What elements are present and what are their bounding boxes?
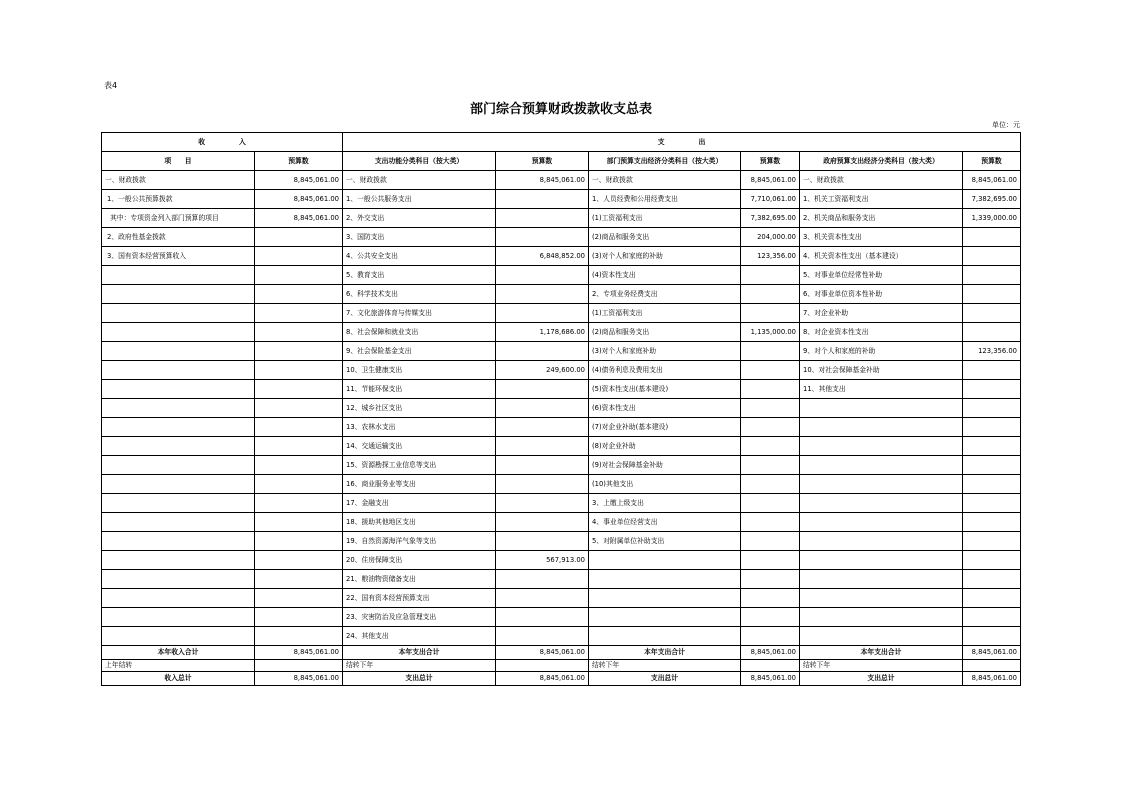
item-cell: 13、农林水支出 [343, 418, 496, 437]
table-row [102, 190, 1021, 209]
table-row [102, 304, 1021, 323]
item-cell [102, 285, 255, 304]
item-cell: 7、文化旅游体育与传媒支出 [343, 304, 496, 323]
item-cell: 结转下年 [800, 660, 963, 672]
amount-cell [496, 304, 589, 323]
item-cell [589, 627, 741, 646]
amount-cell [741, 342, 800, 361]
table-row [102, 342, 1021, 361]
amount-cell: 7,382,695.00 [741, 209, 800, 228]
item-cell [800, 399, 963, 418]
item-cell: 本年支出合计 [800, 646, 963, 660]
amount-cell [496, 608, 589, 627]
item-cell [102, 551, 255, 570]
item-cell: 16、商业服务业等支出 [343, 475, 496, 494]
table-row [102, 589, 1021, 608]
amount-cell: 8,845,061.00 [255, 171, 343, 190]
item-cell: (5)资本性支出(基本建设) [589, 380, 741, 399]
table-row [102, 285, 1021, 304]
grand-total-row [102, 672, 1021, 686]
amount-cell [741, 285, 800, 304]
amount-cell [741, 475, 800, 494]
amount-cell: 249,600.00 [496, 361, 589, 380]
item-cell: 3、上缴上级支出 [589, 494, 741, 513]
item-cell: 1、一般公共预算拨款 [102, 190, 255, 209]
amount-cell: 1,339,000.00 [963, 209, 1021, 228]
item-cell: 6、对事业单位资本性补助 [800, 285, 963, 304]
table-row [102, 627, 1021, 646]
amount-cell [741, 380, 800, 399]
amount-cell [741, 532, 800, 551]
amount-cell [963, 532, 1021, 551]
item-cell: 5、对事业单位经常性补助 [800, 266, 963, 285]
amount-cell [963, 475, 1021, 494]
column-header: 预算数 [963, 152, 1021, 171]
amount-cell: 8,845,061.00 [963, 646, 1021, 660]
table-row [102, 475, 1021, 494]
item-cell [800, 532, 963, 551]
column-header: 预算数 [496, 152, 589, 171]
table-row [102, 570, 1021, 589]
amount-cell [963, 380, 1021, 399]
amount-cell: 1,178,686.00 [496, 323, 589, 342]
item-cell: 本年支出合计 [589, 646, 741, 660]
amount-cell [496, 418, 589, 437]
item-cell [589, 608, 741, 627]
item-cell: 一、财政拨款 [589, 171, 741, 190]
table-row [102, 323, 1021, 342]
amount-cell [963, 304, 1021, 323]
item-cell: 1、一般公共服务支出 [343, 190, 496, 209]
amount-cell [963, 323, 1021, 342]
amount-cell [496, 285, 589, 304]
amount-cell [963, 494, 1021, 513]
item-cell [102, 475, 255, 494]
amount-cell [963, 361, 1021, 380]
item-cell: 2、机关商品和服务支出 [800, 209, 963, 228]
amount-cell [255, 247, 343, 266]
amount-cell [255, 660, 343, 672]
page-title: 部门综合预算财政拨款收支总表 [469, 102, 652, 117]
item-cell: 本年支出合计 [343, 646, 496, 660]
amount-cell [741, 608, 800, 627]
item-cell [102, 456, 255, 475]
item-cell [800, 589, 963, 608]
table-row [102, 494, 1021, 513]
item-cell: 8、社会保障和就业支出 [343, 323, 496, 342]
item-cell: 4、机关资本性支出（基本建设） [800, 247, 963, 266]
amount-cell [496, 228, 589, 247]
amount-cell [255, 266, 343, 285]
amount-cell: 1,135,000.00 [741, 323, 800, 342]
item-cell [102, 380, 255, 399]
amount-cell: 8,845,061.00 [963, 672, 1021, 686]
amount-cell: 123,356.00 [963, 342, 1021, 361]
amount-cell [963, 660, 1021, 672]
item-cell: 2、政府性基金拨款 [102, 228, 255, 247]
amount-cell [963, 551, 1021, 570]
item-cell: 12、城乡社区支出 [343, 399, 496, 418]
amount-cell [741, 494, 800, 513]
table-row [102, 456, 1021, 475]
amount-cell [255, 323, 343, 342]
amount-cell [255, 342, 343, 361]
item-cell: 9、社会保险基金支出 [343, 342, 496, 361]
table-row [102, 171, 1021, 190]
item-cell: 3、机关资本性支出 [800, 228, 963, 247]
amount-cell [741, 304, 800, 323]
group-header-row [102, 133, 1021, 152]
amount-cell [496, 475, 589, 494]
item-cell: (9)对社会保障基金补助 [589, 456, 741, 475]
table-row [102, 437, 1021, 456]
item-cell: 支出总计 [343, 672, 496, 686]
item-cell: (1)工资福利支出 [589, 304, 741, 323]
item-cell: 支出总计 [589, 672, 741, 686]
item-cell: 19、自然资源海洋气象等支出 [343, 532, 496, 551]
item-cell: 本年收入合计 [102, 646, 255, 660]
item-cell [800, 551, 963, 570]
item-cell [102, 494, 255, 513]
column-header: 预算数 [255, 152, 343, 171]
amount-cell: 8,845,061.00 [496, 672, 589, 686]
table-row [102, 608, 1021, 627]
amount-cell: 8,845,061.00 [255, 646, 343, 660]
amount-cell [741, 437, 800, 456]
amount-cell [963, 627, 1021, 646]
item-cell: (4)债务利息及费用支出 [589, 361, 741, 380]
amount-cell [963, 266, 1021, 285]
item-cell: 18、援助其他地区支出 [343, 513, 496, 532]
item-cell [102, 361, 255, 380]
amount-cell [496, 494, 589, 513]
amount-cell [963, 418, 1021, 437]
item-cell [800, 608, 963, 627]
table-body [102, 171, 1021, 686]
item-cell: (8)对企业补助 [589, 437, 741, 456]
item-cell: 一、财政拨款 [800, 171, 963, 190]
amount-cell [741, 456, 800, 475]
amount-cell: 567,913.00 [496, 551, 589, 570]
amount-cell [496, 660, 589, 672]
item-cell [800, 418, 963, 437]
amount-cell [963, 247, 1021, 266]
item-cell: 22、国有资本经营预算支出 [343, 589, 496, 608]
carry-over-row [102, 660, 1021, 672]
amount-cell [741, 418, 800, 437]
amount-cell [255, 304, 343, 323]
amount-cell [255, 589, 343, 608]
amount-cell [496, 570, 589, 589]
amount-cell [255, 456, 343, 475]
item-cell: 24、其他支出 [343, 627, 496, 646]
amount-cell [255, 513, 343, 532]
amount-cell [741, 513, 800, 532]
item-cell: (10)其他支出 [589, 475, 741, 494]
item-cell: 2、专项业务经费支出 [589, 285, 741, 304]
column-header: 支出功能分类科目（按大类） [343, 152, 496, 171]
column-header: 部门预算支出经济分类科目（按大类） [589, 152, 741, 171]
amount-cell [963, 513, 1021, 532]
item-cell: 一、财政拨款 [102, 171, 255, 190]
item-cell [800, 475, 963, 494]
item-cell: 20、住房保障支出 [343, 551, 496, 570]
amount-cell [496, 209, 589, 228]
amount-cell [963, 285, 1021, 304]
item-cell: 上年结转 [102, 660, 255, 672]
amount-cell [255, 627, 343, 646]
amount-cell [255, 228, 343, 247]
amount-cell [255, 399, 343, 418]
item-cell: 收入总计 [102, 672, 255, 686]
item-cell: 14、交通运输支出 [343, 437, 496, 456]
item-cell: 1、机关工资福利支出 [800, 190, 963, 209]
amount-cell [496, 437, 589, 456]
item-cell: (4)资本性支出 [589, 266, 741, 285]
item-cell: 其中：专项资金列入部门预算的项目 [102, 209, 255, 228]
item-cell: 7、对企业补助 [800, 304, 963, 323]
item-cell: (3)对个人和家庭的补助 [589, 247, 741, 266]
amount-cell: 8,845,061.00 [741, 171, 800, 190]
item-cell: (3)对个人和家庭补助 [589, 342, 741, 361]
item-cell [102, 418, 255, 437]
amount-cell: 8,845,061.00 [963, 171, 1021, 190]
table-row [102, 551, 1021, 570]
column-header: 预算数 [741, 152, 800, 171]
amount-cell: 8,845,061.00 [741, 646, 800, 660]
item-cell: (2)商品和服务支出 [589, 228, 741, 247]
item-cell: 17、金融支出 [343, 494, 496, 513]
item-cell [102, 266, 255, 285]
year-total-row [102, 646, 1021, 660]
amount-cell [741, 266, 800, 285]
item-cell: (1)工资福利支出 [589, 209, 741, 228]
table-row [102, 247, 1021, 266]
item-cell [800, 570, 963, 589]
item-cell [102, 589, 255, 608]
amount-cell [255, 437, 343, 456]
item-cell [102, 399, 255, 418]
amount-cell [496, 266, 589, 285]
amount-cell [255, 380, 343, 399]
item-cell: 21、粮油物资储备支出 [343, 570, 496, 589]
amount-cell [741, 589, 800, 608]
amount-cell: 8,845,061.00 [741, 672, 800, 686]
table-row [102, 380, 1021, 399]
item-cell [102, 627, 255, 646]
item-cell [800, 513, 963, 532]
table-row [102, 361, 1021, 380]
item-cell: 支出总计 [800, 672, 963, 686]
amount-cell [741, 570, 800, 589]
table-row [102, 418, 1021, 437]
item-cell: 15、资源勘探工业信息等支出 [343, 456, 496, 475]
item-cell: 23、灾害防治及应急管理支出 [343, 608, 496, 627]
item-cell [102, 513, 255, 532]
amount-cell: 8,845,061.00 [496, 171, 589, 190]
amount-cell [255, 285, 343, 304]
column-header: 项 目 [102, 152, 255, 171]
item-cell [589, 589, 741, 608]
amount-cell [496, 456, 589, 475]
amount-cell: 7,710,061.00 [741, 190, 800, 209]
table-row [102, 209, 1021, 228]
amount-cell [496, 627, 589, 646]
amount-cell [255, 551, 343, 570]
amount-cell [255, 361, 343, 380]
item-cell: 6、科学技术支出 [343, 285, 496, 304]
item-cell [102, 570, 255, 589]
unit-label: 单位：元 [992, 121, 1020, 129]
item-cell [800, 494, 963, 513]
item-cell [102, 304, 255, 323]
item-cell: 结转下年 [589, 660, 741, 672]
column-header: 政府预算支出经济分类科目（按大类） [800, 152, 963, 171]
item-cell: 9、对个人和家庭的补助 [800, 342, 963, 361]
amount-cell: 204,000.00 [741, 228, 800, 247]
amount-cell [963, 228, 1021, 247]
amount-cell [741, 660, 800, 672]
item-cell: 4、公共安全支出 [343, 247, 496, 266]
item-cell: 一、财政拨款 [343, 171, 496, 190]
amount-cell [963, 399, 1021, 418]
item-cell [102, 532, 255, 551]
item-cell: (2)商品和服务支出 [589, 323, 741, 342]
amount-cell [255, 475, 343, 494]
amount-cell [741, 551, 800, 570]
item-cell [102, 342, 255, 361]
item-cell: 4、事业单位经营支出 [589, 513, 741, 532]
item-cell [800, 627, 963, 646]
item-cell [800, 437, 963, 456]
amount-cell [255, 608, 343, 627]
amount-cell: 8,845,061.00 [255, 672, 343, 686]
table-row [102, 266, 1021, 285]
amount-cell [741, 399, 800, 418]
item-cell: 5、教育支出 [343, 266, 496, 285]
table-row [102, 532, 1021, 551]
amount-cell: 6,848,852.00 [496, 247, 589, 266]
amount-cell: 7,382,695.00 [963, 190, 1021, 209]
table-row [102, 513, 1021, 532]
amount-cell [496, 513, 589, 532]
item-cell: 1、人员经费和公用经费支出 [589, 190, 741, 209]
amount-cell [255, 418, 343, 437]
item-cell [102, 323, 255, 342]
amount-cell [496, 380, 589, 399]
item-cell: (6)资本性支出 [589, 399, 741, 418]
amount-cell [496, 342, 589, 361]
amount-cell [496, 532, 589, 551]
amount-cell [496, 190, 589, 209]
item-cell [589, 551, 741, 570]
amount-cell [963, 437, 1021, 456]
table-tag: 表4 [104, 81, 118, 90]
item-cell: 5、对附属单位补助支出 [589, 532, 741, 551]
item-cell: 2、外交支出 [343, 209, 496, 228]
amount-cell [496, 399, 589, 418]
item-cell: 8、对企业资本性支出 [800, 323, 963, 342]
item-cell: (7)对企业补助(基本建设) [589, 418, 741, 437]
item-cell: 10、卫生健康支出 [343, 361, 496, 380]
item-cell [800, 456, 963, 475]
item-cell: 3、国有资本经营预算收入 [102, 247, 255, 266]
item-cell [102, 608, 255, 627]
column-header-row [102, 152, 1021, 171]
amount-cell [255, 532, 343, 551]
amount-cell: 8,845,061.00 [255, 190, 343, 209]
item-cell: 11、其他支出 [800, 380, 963, 399]
table-row [102, 228, 1021, 247]
amount-cell [496, 589, 589, 608]
table-row [102, 399, 1021, 418]
amount-cell [741, 361, 800, 380]
item-cell: 3、国防支出 [343, 228, 496, 247]
amount-cell [963, 608, 1021, 627]
amount-cell [963, 570, 1021, 589]
amount-cell [963, 456, 1021, 475]
amount-cell [255, 570, 343, 589]
item-cell [102, 437, 255, 456]
budget-table [101, 132, 1021, 686]
item-cell: 11、节能环保支出 [343, 380, 496, 399]
item-cell: 10、对社会保障基金补助 [800, 361, 963, 380]
item-cell [589, 570, 741, 589]
income-group-header: 收 入 [102, 133, 343, 152]
item-cell: 结转下年 [343, 660, 496, 672]
amount-cell [741, 627, 800, 646]
expense-group-header: 支 出 [343, 133, 1021, 152]
amount-cell: 123,356.00 [741, 247, 800, 266]
amount-cell [963, 589, 1021, 608]
amount-cell [255, 494, 343, 513]
amount-cell: 8,845,061.00 [496, 646, 589, 660]
amount-cell: 8,845,061.00 [255, 209, 343, 228]
